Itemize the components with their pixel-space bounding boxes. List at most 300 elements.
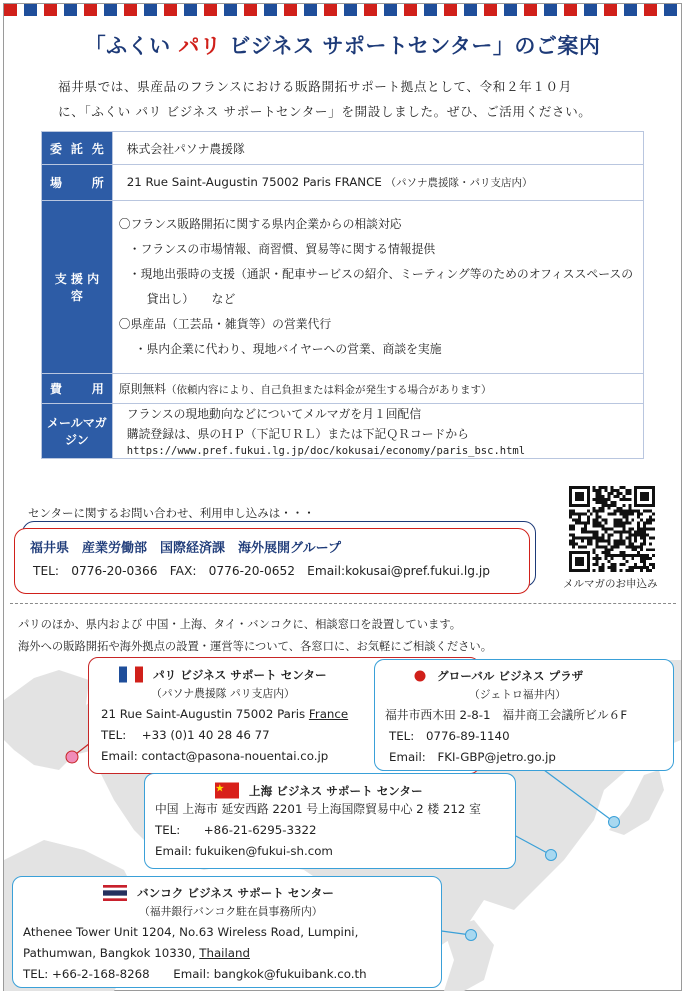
qr-module xyxy=(613,569,616,572)
qr-module xyxy=(634,510,637,513)
qr-module xyxy=(637,545,640,548)
qr-module xyxy=(616,492,619,495)
qr-module xyxy=(602,486,605,489)
qr-module xyxy=(613,522,616,525)
qr-module xyxy=(572,525,575,528)
qr-module xyxy=(596,498,599,501)
qr-module xyxy=(619,530,622,533)
support-line: ・フランスの市場情報、商習慣、貿易等に関する情報提供 xyxy=(128,242,436,256)
qr-module xyxy=(622,554,625,557)
qr-module xyxy=(575,522,578,525)
header-support-label: 支 援 内 容 xyxy=(54,272,100,303)
qr-module xyxy=(616,519,619,522)
qr-module xyxy=(616,522,619,525)
qr-module xyxy=(643,563,646,566)
thailand-flag-icon xyxy=(103,885,127,901)
qr-module xyxy=(652,519,655,522)
qr-module xyxy=(640,519,643,522)
qr-module xyxy=(599,495,602,498)
qr-module xyxy=(584,525,587,528)
qr-module xyxy=(628,510,631,513)
qr-module xyxy=(640,569,643,572)
qr-module xyxy=(628,542,631,545)
qr-module xyxy=(587,516,590,519)
qr-module xyxy=(640,528,643,531)
qr-module xyxy=(611,569,614,572)
qr-module xyxy=(605,539,608,542)
qr-module xyxy=(605,501,608,504)
qr-module xyxy=(649,557,652,560)
qr-module xyxy=(613,554,616,557)
qr-module xyxy=(608,504,611,507)
qr-module xyxy=(628,504,631,507)
qr-module xyxy=(628,489,631,492)
qr-module xyxy=(587,510,590,513)
qr-module xyxy=(640,554,643,557)
qr-module xyxy=(634,539,637,542)
qr-module xyxy=(628,554,631,557)
intro-line-1: 福井県では、県産品のフランスにおける販路開拓サポート拠点として、令和２年１０月 xyxy=(58,79,572,94)
qr-module xyxy=(649,569,652,572)
qr-module xyxy=(611,513,614,516)
qr-module xyxy=(587,542,590,545)
qr-module xyxy=(599,545,602,548)
qr-module xyxy=(611,492,614,495)
support-line: 貸出し） など xyxy=(146,292,236,306)
qr-module xyxy=(631,545,634,548)
qr-module xyxy=(581,545,584,548)
qr-module xyxy=(611,548,614,551)
qr-module xyxy=(619,519,622,522)
qr-module xyxy=(649,563,652,566)
header-fee xyxy=(42,374,113,404)
qr-module xyxy=(625,516,628,519)
qr-module xyxy=(608,528,611,531)
qr-module xyxy=(605,522,608,525)
qr-module xyxy=(625,519,628,522)
gbp-address: 福井市西木田 2-8-1 福井商工会議所ビル６F xyxy=(385,708,628,722)
intro-text xyxy=(58,74,658,124)
shanghai-email[interactable]: Email: fukuiken@fukui-sh.com xyxy=(155,844,333,858)
qr-module xyxy=(608,492,611,495)
header-char: 用 xyxy=(91,382,104,396)
qr-module xyxy=(637,566,640,569)
qr-module xyxy=(646,533,649,536)
newsletter-line-2: 購読登録は、県のＨＰ（下記ＵＲＬ）または下記ＱＲコードから xyxy=(126,427,469,441)
qr-module xyxy=(611,563,614,566)
qr-module xyxy=(646,522,649,525)
qr-module xyxy=(628,513,631,516)
qr-module xyxy=(581,536,584,539)
qr-module xyxy=(622,563,625,566)
qr-module xyxy=(613,563,616,566)
qr-module xyxy=(616,489,619,492)
qr-module xyxy=(605,551,608,554)
qr-module xyxy=(602,563,605,566)
qr-module xyxy=(587,539,590,542)
bangkok-address-2: Pathumwan, Bangkok 10330, xyxy=(23,946,196,960)
qr-module xyxy=(628,530,631,533)
qr-module xyxy=(593,486,596,489)
qr-module xyxy=(596,554,599,557)
qr-module xyxy=(605,548,608,551)
qr-module xyxy=(602,528,605,531)
qr-module xyxy=(611,486,614,489)
qr-module xyxy=(631,510,634,513)
qr-module xyxy=(608,560,611,563)
qr-module xyxy=(611,554,614,557)
europe-landmass xyxy=(4,670,99,770)
fee-value xyxy=(112,374,643,404)
contact-intro: センターに関するお問い合わせ、利用申し込みは・・・ xyxy=(28,506,315,520)
qr-module xyxy=(584,530,587,533)
qr-module xyxy=(578,522,581,525)
header-char: 費 xyxy=(50,382,63,396)
bangkok-sub: （福井銀行バンコク駐在員事務所内） xyxy=(139,905,323,918)
qr-module xyxy=(599,498,602,501)
qr-module xyxy=(599,501,602,504)
qr-module xyxy=(587,536,590,539)
qr-module xyxy=(631,519,634,522)
qr-module xyxy=(622,542,625,545)
qr-module xyxy=(578,519,581,522)
qr-module xyxy=(602,551,605,554)
qr-module xyxy=(628,536,631,539)
qr-module xyxy=(569,533,572,536)
qr-module xyxy=(602,566,605,569)
qr-module xyxy=(643,566,646,569)
qr-module xyxy=(634,548,637,551)
qr-module xyxy=(599,510,602,513)
qr-module xyxy=(643,530,646,533)
qr-module xyxy=(616,539,619,542)
qr-module xyxy=(646,569,649,572)
title-suffix: ビジネス サポートセンター」のご案内 xyxy=(229,34,601,58)
qr-module xyxy=(643,536,646,539)
qr-module xyxy=(596,489,599,492)
qr-module xyxy=(619,513,622,516)
qr-module xyxy=(590,542,593,545)
qr-module xyxy=(572,542,575,545)
desks-intro-line-1: パリのほか、県内および 中国・上海、タイ・バンコクに、相談窓口を設置しています。 xyxy=(18,618,462,631)
paris-country: France xyxy=(308,707,349,721)
info-table xyxy=(41,131,644,459)
qr-module xyxy=(625,513,628,516)
qr-module xyxy=(643,554,646,557)
paris-title: パリ ビジネス サポート センター xyxy=(153,667,327,682)
qr-module xyxy=(575,513,578,516)
qr-module xyxy=(640,536,643,539)
qr-module xyxy=(619,551,622,554)
qr-module xyxy=(622,498,625,501)
bangkok-title: バンコク ビジネス サポート センター xyxy=(137,886,334,900)
support-line: 〇県産品（工芸品・雑貨等）の営業代行 xyxy=(118,317,332,331)
qr-module xyxy=(622,557,625,560)
fee-text: 原則無料 xyxy=(118,382,166,396)
newsletter-url[interactable]: https://www.pref.fukui.lg.jp/doc/kokusai/economy/paris_bsc.html xyxy=(126,445,526,457)
qr-module xyxy=(608,554,611,557)
qr-module xyxy=(613,542,616,545)
qr-module xyxy=(613,495,616,498)
qr-module xyxy=(637,522,640,525)
qr-module xyxy=(640,533,643,536)
qr-finder xyxy=(575,557,584,566)
qr-module xyxy=(593,551,596,554)
qr-module xyxy=(625,498,628,501)
qr-module xyxy=(611,501,614,504)
contact-org: 福井県 産業労働部 国際経済課 海外展開グループ xyxy=(30,541,341,556)
qr-module xyxy=(640,542,643,545)
header-char: 託 xyxy=(70,141,83,156)
qr-module xyxy=(619,554,622,557)
qr-module xyxy=(619,525,622,528)
qr-module xyxy=(581,528,584,531)
qr-module xyxy=(605,504,608,507)
qr-module xyxy=(608,536,611,539)
bangkok-address-1: Athenee Tower Unit 1204, No.63 Wireless Road, Lumpini, xyxy=(23,925,359,939)
desks-intro-line-2: 海外への販路開拓や海外拠点の設置・運営等について、各窓口に、お気軽にご相談ください。 xyxy=(18,640,493,653)
fee-note: （依頼内容により、自己負担または料金が発生する場合があります） xyxy=(166,384,492,396)
qr-module xyxy=(611,489,614,492)
qr-module xyxy=(611,557,614,560)
qr-module xyxy=(599,516,602,519)
qr-module xyxy=(593,525,596,528)
qr-module xyxy=(584,536,587,539)
qr-module xyxy=(625,492,628,495)
qr-module xyxy=(643,533,646,536)
qr-module xyxy=(649,542,652,545)
qr-module xyxy=(649,516,652,519)
qr-module xyxy=(622,530,625,533)
header-char: 場 xyxy=(50,176,63,190)
qr-module xyxy=(652,554,655,557)
qr-module xyxy=(611,533,614,536)
france-flag-icon xyxy=(119,666,143,683)
qr-module xyxy=(628,545,631,548)
qr-module xyxy=(611,566,614,569)
qr-module xyxy=(602,525,605,528)
qr-module xyxy=(599,489,602,492)
qr-module xyxy=(596,542,599,545)
qr-module xyxy=(643,528,646,531)
qr-module xyxy=(613,545,616,548)
qr-module xyxy=(637,525,640,528)
qr-module xyxy=(622,510,625,513)
location-value xyxy=(112,165,643,201)
dashed-divider xyxy=(10,603,676,604)
qr-module xyxy=(640,548,643,551)
qr-module xyxy=(652,548,655,551)
qr-module xyxy=(646,528,649,531)
qr-module xyxy=(631,557,634,560)
qr-module xyxy=(616,510,619,513)
qr-module xyxy=(599,536,602,539)
qr-module xyxy=(569,528,572,531)
qr-module xyxy=(628,498,631,501)
qr-module xyxy=(605,519,608,522)
qr-module xyxy=(596,501,599,504)
qr-module xyxy=(613,539,616,542)
qr-module xyxy=(622,495,625,498)
qr-module xyxy=(596,495,599,498)
qr-module xyxy=(619,539,622,542)
qr-module xyxy=(572,533,575,536)
qr-module xyxy=(593,563,596,566)
qr-module xyxy=(599,507,602,510)
qr-module xyxy=(584,545,587,548)
qr-module xyxy=(625,522,628,525)
qr-module xyxy=(631,528,634,531)
qr-module xyxy=(628,539,631,542)
qr-module xyxy=(569,510,572,513)
contact-details[interactable]: TEL: 0776-20-0366 FAX: 0776-20-0652 Email:kokusai@pref.fukui.lg.jp xyxy=(33,564,490,578)
qr-module xyxy=(599,486,602,489)
qr-module xyxy=(619,498,622,501)
qr-module xyxy=(637,530,640,533)
qr-module xyxy=(640,557,643,560)
qr-module xyxy=(575,519,578,522)
qr-module xyxy=(649,510,652,513)
qr-module xyxy=(616,530,619,533)
header-newsletter-label: メールマガジン xyxy=(47,416,107,447)
qr-module xyxy=(572,528,575,531)
japan-flag-icon xyxy=(413,669,427,683)
qr-module xyxy=(596,516,599,519)
qr-module xyxy=(631,542,634,545)
qr-module xyxy=(569,525,572,528)
qr-module xyxy=(599,557,602,560)
qr-module xyxy=(622,551,625,554)
row-consignee xyxy=(42,132,644,165)
qr-module xyxy=(643,525,646,528)
qr-module xyxy=(599,539,602,542)
qr-module xyxy=(637,554,640,557)
paris-email[interactable]: Email: contact@pasona-nouentai.co.jp xyxy=(101,749,329,763)
qr-module xyxy=(625,489,628,492)
qr-module xyxy=(593,533,596,536)
qr-module xyxy=(619,536,622,539)
qr-module xyxy=(599,492,602,495)
title-prefix: 「ふくい xyxy=(84,34,171,58)
qr-module xyxy=(593,557,596,560)
qr-module xyxy=(608,533,611,536)
qr-module xyxy=(637,533,640,536)
qr-module xyxy=(640,530,643,533)
qr-module xyxy=(608,551,611,554)
qr-module xyxy=(619,542,622,545)
qr-module xyxy=(602,536,605,539)
desks-intro xyxy=(18,614,492,658)
qr-module xyxy=(652,566,655,569)
qr-module xyxy=(649,528,652,531)
qr-module xyxy=(643,560,646,563)
qr-module xyxy=(608,513,611,516)
row-support xyxy=(42,201,644,374)
consignee-text: 株式会社パソナ農援隊 xyxy=(126,141,245,156)
qr-module xyxy=(628,533,631,536)
qr-module xyxy=(596,522,599,525)
qr-module xyxy=(649,536,652,539)
page-title xyxy=(0,30,685,60)
qr-module xyxy=(602,533,605,536)
support-line: ・県内企業に代わり、現地バイヤーへの営業、商談を実施 xyxy=(134,342,442,356)
qr-module xyxy=(608,566,611,569)
qr-module xyxy=(622,522,625,525)
qr-module xyxy=(605,554,608,557)
qr-module xyxy=(616,545,619,548)
card-global-business-plaza xyxy=(374,659,674,771)
qr-module xyxy=(625,554,628,557)
card-shanghai xyxy=(144,773,516,869)
bangkok-country: Thailand xyxy=(199,946,250,960)
qr-module xyxy=(628,528,631,531)
qr-module xyxy=(593,569,596,572)
qr-module xyxy=(611,545,614,548)
qr-module xyxy=(581,530,584,533)
qr-module xyxy=(608,539,611,542)
qr-module xyxy=(637,513,640,516)
qr-module xyxy=(596,536,599,539)
qr-module xyxy=(646,554,649,557)
gbp-email[interactable]: Email: FKI-GBP@jetro.go.jp xyxy=(389,750,556,764)
qr-module xyxy=(605,498,608,501)
qr-module xyxy=(628,569,631,572)
qr-module xyxy=(619,533,622,536)
qr-module xyxy=(622,516,625,519)
qr-module xyxy=(593,530,596,533)
newsletter-value xyxy=(112,404,643,459)
qr-module xyxy=(631,513,634,516)
qr-module xyxy=(596,519,599,522)
qr-module xyxy=(605,545,608,548)
header-location xyxy=(42,165,113,201)
shanghai-tel: TEL: +86-21-6295-3322 xyxy=(155,823,317,837)
gbp-tel: TEL: 0776-89-1140 xyxy=(389,729,510,743)
qr-module xyxy=(593,519,596,522)
qr-module xyxy=(593,548,596,551)
qr-module xyxy=(581,513,584,516)
qr-label: メルマガのお申込み xyxy=(563,578,658,590)
qr-module xyxy=(646,519,649,522)
qr-module xyxy=(587,519,590,522)
qr-module xyxy=(631,569,634,572)
qr-finder xyxy=(575,492,584,501)
marker-paris xyxy=(66,751,78,763)
qr-module xyxy=(643,539,646,542)
qr-module xyxy=(605,489,608,492)
qr-module xyxy=(569,542,572,545)
qr-module xyxy=(587,522,590,525)
qr-module xyxy=(587,530,590,533)
qr-module xyxy=(637,510,640,513)
qr-code-icon[interactable] xyxy=(569,486,655,572)
bangkok-contact[interactable]: TEL: +66-2-168-8268 Email: bangkok@fukuibank.co.th xyxy=(23,967,367,981)
support-value xyxy=(112,201,643,374)
qr-module xyxy=(611,504,614,507)
qr-module xyxy=(634,533,637,536)
qr-module xyxy=(572,510,575,513)
qr-module xyxy=(640,560,643,563)
qr-module xyxy=(613,501,616,504)
qr-module xyxy=(608,495,611,498)
qr-finder xyxy=(640,492,649,501)
qr-module xyxy=(625,536,628,539)
qr-module xyxy=(628,566,631,569)
marker-bangkok xyxy=(466,930,477,941)
qr-module xyxy=(619,486,622,489)
qr-module xyxy=(611,528,614,531)
qr-module xyxy=(625,545,628,548)
